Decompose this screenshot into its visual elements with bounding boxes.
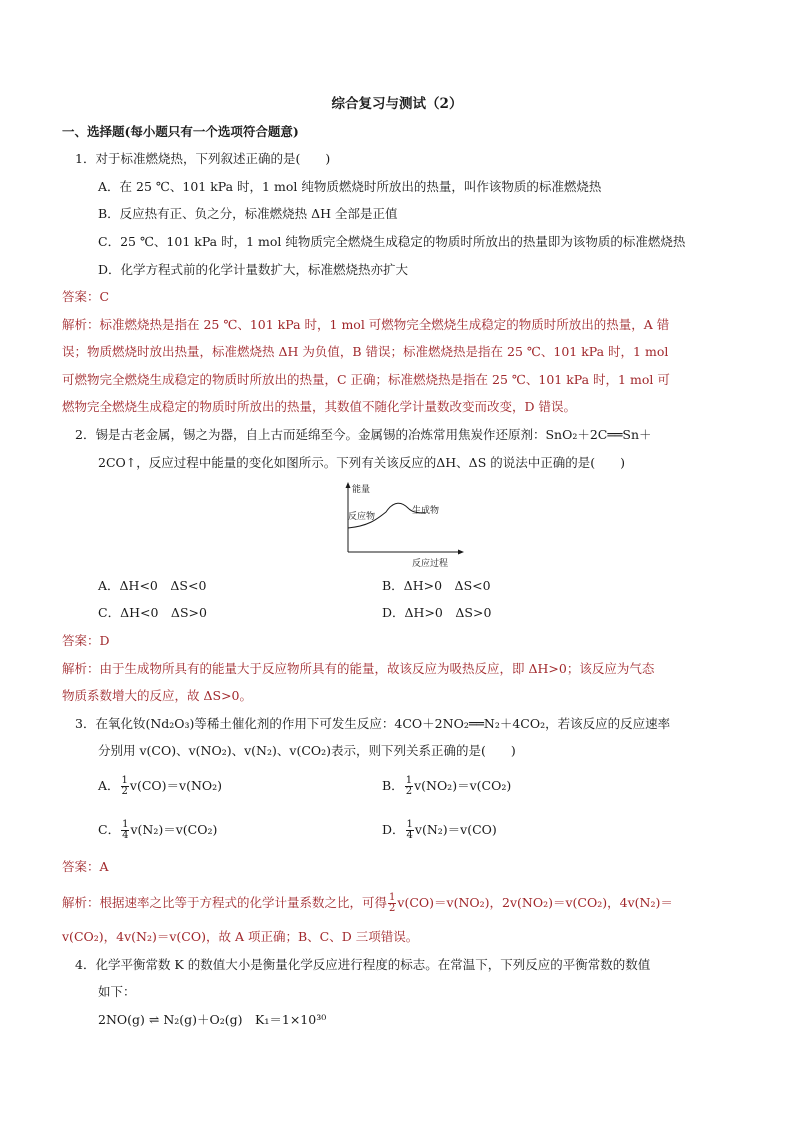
fraction-numerator: 1 (405, 775, 413, 786)
question-3-analysis-line1 (62, 893, 673, 914)
question-2-analysis-line2: 物质系数增大的反应，故 ΔS>0。 (62, 688, 252, 703)
question-2-stem-line2: 2CO↑，反应过程中能量的变化如图所示。下列有关该反应的ΔH、ΔS 的说法中正确的是( ) (98, 455, 625, 470)
question-3-option-a (98, 776, 222, 797)
analysis-text-pre: 解析：根据速率之比等于方程式的化学计量系数之比，可得 (62, 895, 388, 910)
reactant-label: 反应物 (348, 512, 376, 522)
fraction-denominator: 2 (405, 786, 413, 797)
fraction (121, 820, 129, 841)
fraction-numerator: 1 (406, 819, 413, 830)
fraction-numerator: 1 (122, 819, 129, 830)
question-1-stem: 1．对于标准燃烧热，下列叙述正确的是( ) (75, 151, 331, 166)
option-d-prefix: D． (382, 822, 405, 837)
energy-diagram (338, 480, 468, 570)
question-1-option-d: D．化学方程式前的化学计量数扩大，标准燃烧热亦扩大 (98, 262, 409, 277)
fraction-denominator: 2 (121, 786, 128, 797)
question-3-option-b (382, 776, 511, 797)
option-a-text: v(CO)＝v(NO₂) (129, 778, 223, 793)
question-1-analysis-line4: 燃物完全燃烧生成稳定的物质时所放出的热量，其数值不随化学计量数改变而改变，D 错误。 (62, 399, 576, 414)
question-3-option-d (382, 820, 497, 841)
x-axis-arrow (458, 550, 464, 555)
option-c-text: v(N₂)＝v(CO₂) (130, 822, 218, 837)
question-4-equation-1: 2NO(g) ⇌ N₂(g)＋O₂(g) K₁＝1×10³⁰ (98, 1012, 327, 1027)
fraction (121, 776, 129, 797)
option-a-prefix: A． (98, 778, 120, 793)
question-3-stem-line2: 分别用 v(CO)、v(NO₂)、v(N₂)、v(CO₂)表示，则下列关系正确的是( ) (98, 743, 516, 758)
question-2-answer: 答案：D (62, 633, 110, 648)
option-b-prefix: B． (382, 778, 404, 793)
question-2-option-d: D．ΔH>0 ΔS>0 (382, 605, 492, 620)
fraction-numerator: 1 (121, 775, 128, 786)
option-b-text: v(NO₂)＝v(CO₂) (414, 778, 512, 793)
question-2-option-a: A．ΔH<0 ΔS<0 (98, 578, 207, 593)
question-1-answer: 答案：C (62, 289, 110, 304)
fraction-numerator: 1 (389, 892, 396, 903)
question-2-stem-line1: 2．锡是古老金属，锡之为器，自上古而延绵至今。金属锡的冶炼常用焦炭作还原剂：SnO₂＋2C══Sn＋ (75, 427, 652, 442)
fraction (406, 820, 414, 841)
fraction (405, 776, 413, 797)
product-label: 生成物 (412, 506, 440, 516)
section-heading: 一、选择题(每小题只有一个选项符合题意) (62, 124, 299, 139)
question-1-analysis-line1: 解析：标准燃烧热是指在 25 ℃、101 kPa 时，1 mol 可燃物完全燃烧生成稳定的物质时所放出的热量，A 错 (62, 317, 670, 332)
question-1-option-b: B．反应热有正、负之分，标准燃烧热 ΔH 全部是正值 (98, 206, 398, 221)
fraction-denominator: 4 (122, 830, 129, 841)
question-1-analysis-line3: 可燃物完全燃烧生成稳定的物质时所放出的热量，C 正确；标准燃烧热是指在 25 ℃、101 kPa 时，1 mol 可 (62, 372, 670, 387)
question-3-stem-line1: 3．在氧化钕(Nd₂O₃)等稀土催化剂的作用下可发生反应：4CO＋2NO₂══N₂＋4CO₂，若该反应的反应速率 (75, 716, 671, 731)
option-c-prefix: C． (98, 822, 121, 837)
page-title: 综合复习与测试（2） (331, 96, 463, 112)
question-4-stem-line2: 如下： (98, 984, 136, 999)
question-4-stem-line1: 4．化学平衡常数 K 的数值大小是衡量化学反应进行程度的标志。在常温下，下列反应的平衡常数的数值 (75, 957, 651, 972)
question-1-option-c: C．25 ℃、101 kPa 时，1 mol 纯物质完全燃烧生成稳定的物质时所放出的热量即为该物质的标准燃烧热 (98, 234, 686, 249)
question-2-analysis-line1: 解析：由于生成物所具有的能量大于反应物所具有的能量，故该反应为吸热反应，即 ΔH>0；该反应为气态 (62, 661, 655, 676)
question-2-option-b: B．ΔH>0 ΔS<0 (382, 578, 491, 593)
question-1-analysis-line2: 误；物质燃烧时放出热量，标准燃烧热 ΔH 为负值，B 错误；标准燃烧热是指在 25 ℃、101 kPa 时，1 mol (62, 344, 669, 359)
fraction (388, 893, 396, 914)
x-axis-label: 反应过程 (412, 559, 449, 569)
question-3-answer: 答案：A (62, 859, 109, 874)
y-axis-arrow (346, 482, 351, 488)
question-2-option-c: C．ΔH<0 ΔS>0 (98, 605, 207, 620)
option-d-text: v(N₂)＝v(CO) (414, 822, 497, 837)
question-3-option-c (98, 820, 217, 841)
question-1-option-a: A．在 25 ℃、101 kPa 时，1 mol 纯物质燃烧时所放出的热量，叫作该物质的标准燃烧热 (98, 179, 602, 194)
analysis-text-post: v(CO)＝v(NO₂)，2v(NO₂)＝v(CO₂)，4v(N₂)＝ (397, 895, 673, 910)
fraction-denominator: 4 (406, 830, 413, 841)
question-3-analysis-line2: v(CO₂)，4v(N₂)＝v(CO)，故 A 项正确；B、C、D 三项错误。 (62, 929, 419, 944)
fraction-denominator: 2 (389, 903, 396, 914)
y-axis-label: 能量 (352, 485, 371, 495)
